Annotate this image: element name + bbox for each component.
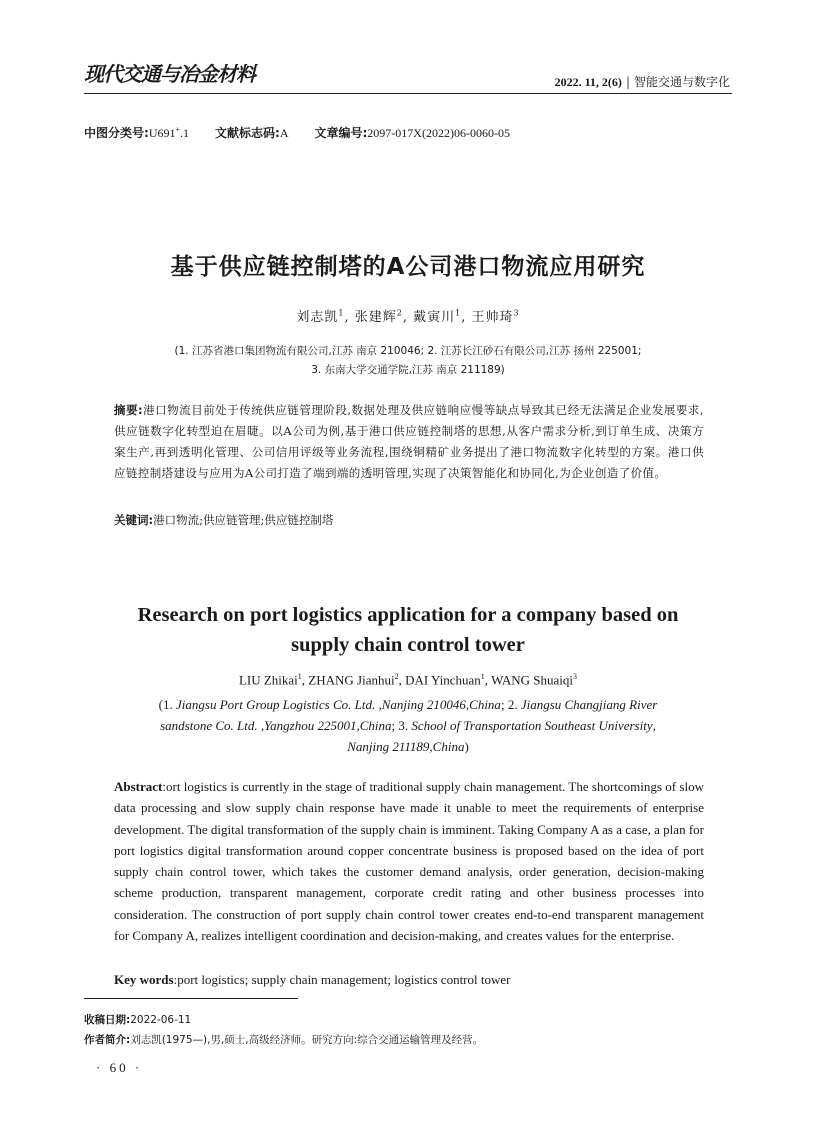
author-sup: 1 xyxy=(338,308,345,318)
author-en: LIU Zhikai xyxy=(238,672,298,688)
author-en: ZHANG Jianhui xyxy=(308,672,395,688)
keywords-cn-text: 港口物流;供应链管理;供应链控制塔 xyxy=(153,513,334,527)
clc-label: 中图分类号: xyxy=(84,126,149,140)
clc-sup: + xyxy=(175,125,180,134)
affil-org: sandstone Co. Ltd. xyxy=(160,718,258,733)
keywords-en-label: Key words xyxy=(114,972,174,987)
keywords-cn xyxy=(114,512,333,528)
author-en: WANG Shuaiqi xyxy=(491,672,574,688)
author-sup: 3 xyxy=(573,672,578,681)
author-cn: 王帅琦 xyxy=(471,310,514,325)
author-sep: , xyxy=(461,310,472,325)
keywords-cn-label: 关键词: xyxy=(114,513,154,527)
doc-code-label: 文献标志码: xyxy=(215,126,280,140)
affiliation-en-line xyxy=(0,715,816,736)
doc-code-value: A xyxy=(279,126,289,140)
affiliation-en-line xyxy=(0,694,816,715)
received-value: 2022-06-11 xyxy=(130,1014,192,1026)
paren-close: ) xyxy=(464,739,469,754)
abstract-cn-text: 港口物流目前处于传统供应链管理阶段,数据处理及供应链响应慢等缺点导致其已经无法满足企业发展要求,供应链数字化转型迫在眉睫。以A公司为例,基于港口供应链控制塔的思想,从客户需求分析,到订单生成、决策方案生产,再到透明化管理、公司信用评级等业务流程,围绕铜精矿业务提出了港口物流数字化转型的方案。港口供应链控制塔建设与应用为A公司打造了端到端的透明管理,实现了决策智能化和协同化,为企业创造了价值。 xyxy=(114,403,704,480)
abstract-en xyxy=(114,776,704,946)
author-sup: 2 xyxy=(394,672,399,681)
clc-value: U691 xyxy=(148,126,176,140)
author-sep: , xyxy=(484,672,492,688)
affiliation-cn-line: (1. 江苏省港口集团物流有限公司,江苏 南京 210046; 2. 江苏长江砂石有限公司,江苏 扬州 225001; xyxy=(174,345,642,357)
affil-number: 3. xyxy=(398,718,412,733)
received-label: 收稿日期: xyxy=(84,1014,131,1026)
page-number: · 60 · xyxy=(96,1060,143,1075)
author-cn: 张建辉 xyxy=(354,310,397,325)
author-cn: 戴寅川 xyxy=(413,310,456,325)
header-rule xyxy=(84,93,732,94)
paper-title-cn: 基于供应链控制塔的A公司港口物流应用研究 xyxy=(170,254,646,280)
label-colon: : xyxy=(173,972,178,987)
article-no-label: 文章编号: xyxy=(314,126,368,140)
section-name: 智能交通与数字化 xyxy=(633,75,730,89)
footnote-rule xyxy=(84,998,298,999)
article-no-value: 2097-017X(2022)06-0060-05 xyxy=(367,126,510,140)
author-bio xyxy=(84,1032,483,1047)
author-sup: 1 xyxy=(297,672,302,681)
keywords-en xyxy=(114,972,510,988)
received-date xyxy=(84,1012,191,1027)
abstract-cn-label: 摘要: xyxy=(114,403,144,417)
author-sep: , xyxy=(398,672,406,688)
abstract-en-label: Abstract xyxy=(114,779,163,794)
affil-sep: ; xyxy=(391,718,399,733)
affil-number: 1. xyxy=(163,697,177,712)
authors-cn xyxy=(0,306,816,325)
author-cn: 刘志凯 xyxy=(296,310,339,325)
journal-logo: 现代交通与冶金材料 xyxy=(84,62,255,86)
author-sup: 1 xyxy=(480,672,485,681)
bio-label: 作者简介: xyxy=(84,1034,131,1046)
affiliations-en xyxy=(0,694,816,757)
affil-location: ,Nanjing 210046,China xyxy=(375,697,501,712)
authors-en xyxy=(0,672,816,688)
author-sup: 3 xyxy=(513,308,520,318)
affil-sep: ; xyxy=(500,697,508,712)
header-separator: | xyxy=(625,75,630,89)
affiliation-cn-line: 3. 东南大学交通学院,江苏 南京 211189) xyxy=(311,364,505,376)
paper-title-en xyxy=(0,600,816,660)
title-en-line: supply chain control tower xyxy=(291,634,525,656)
author-sep: , xyxy=(344,310,355,325)
affil-location: ,Yangzhou 225001,China xyxy=(257,718,392,733)
author-en: DAI Yinchuan xyxy=(405,672,481,688)
affiliation-en-line xyxy=(0,736,816,757)
classification-line xyxy=(84,124,510,141)
author-sep: , xyxy=(301,672,309,688)
running-header xyxy=(555,73,730,90)
paren-open: ( xyxy=(158,697,164,712)
clc-tail: .1 xyxy=(180,126,189,140)
affil-org: Jiangsu Port Group Logistics Co. Ltd. xyxy=(176,697,376,712)
author-sup: 2 xyxy=(396,308,403,318)
issue-info: 2022. 11, 2(6) xyxy=(554,75,622,89)
keywords-en-text: port logistics; supply chain management; logistics control tower xyxy=(177,972,511,987)
affil-sep: , xyxy=(652,718,656,733)
author-sep: , xyxy=(402,310,414,325)
author-sup: 1 xyxy=(455,308,462,318)
affil-org: School of Transportation Southeast University xyxy=(411,718,653,733)
label-colon: : xyxy=(162,779,167,794)
bio-value: 刘志凯(1975—),男,硕士,高级经济师。研究方向:综合交通运输管理及经营。 xyxy=(130,1034,484,1046)
affil-org: Jiangsu Changjiang River xyxy=(520,697,658,712)
abstract-en-text: ort logistics is currently in the stage of traditional supply chain management. The shortcomings of slow data processing and slow supply chain response have made it unable to meet the requirements of enterprise development. The digital transformation of the supply chain is imminent. Taking Company A as a case, a plan for port logistics digital transformation around copper concentrate business is proposed based on the idea of port supply chain control tower, which takes the customer demand analysis, order generation, decision-making scheme production, transparent management, corporate credit rating and other business processes into consideration. The construction of port supply chain control tower creates end-to-end transparent management for Company A, realizes intelligent coordination and decision-making, and creates values for the enterprise. xyxy=(114,779,704,944)
title-en-line: Research on port logistics application for a company based on xyxy=(137,604,679,626)
affil-number: 2. xyxy=(507,697,521,712)
affil-location: Nanjing 211189,China xyxy=(347,739,465,754)
abstract-cn xyxy=(114,400,704,484)
